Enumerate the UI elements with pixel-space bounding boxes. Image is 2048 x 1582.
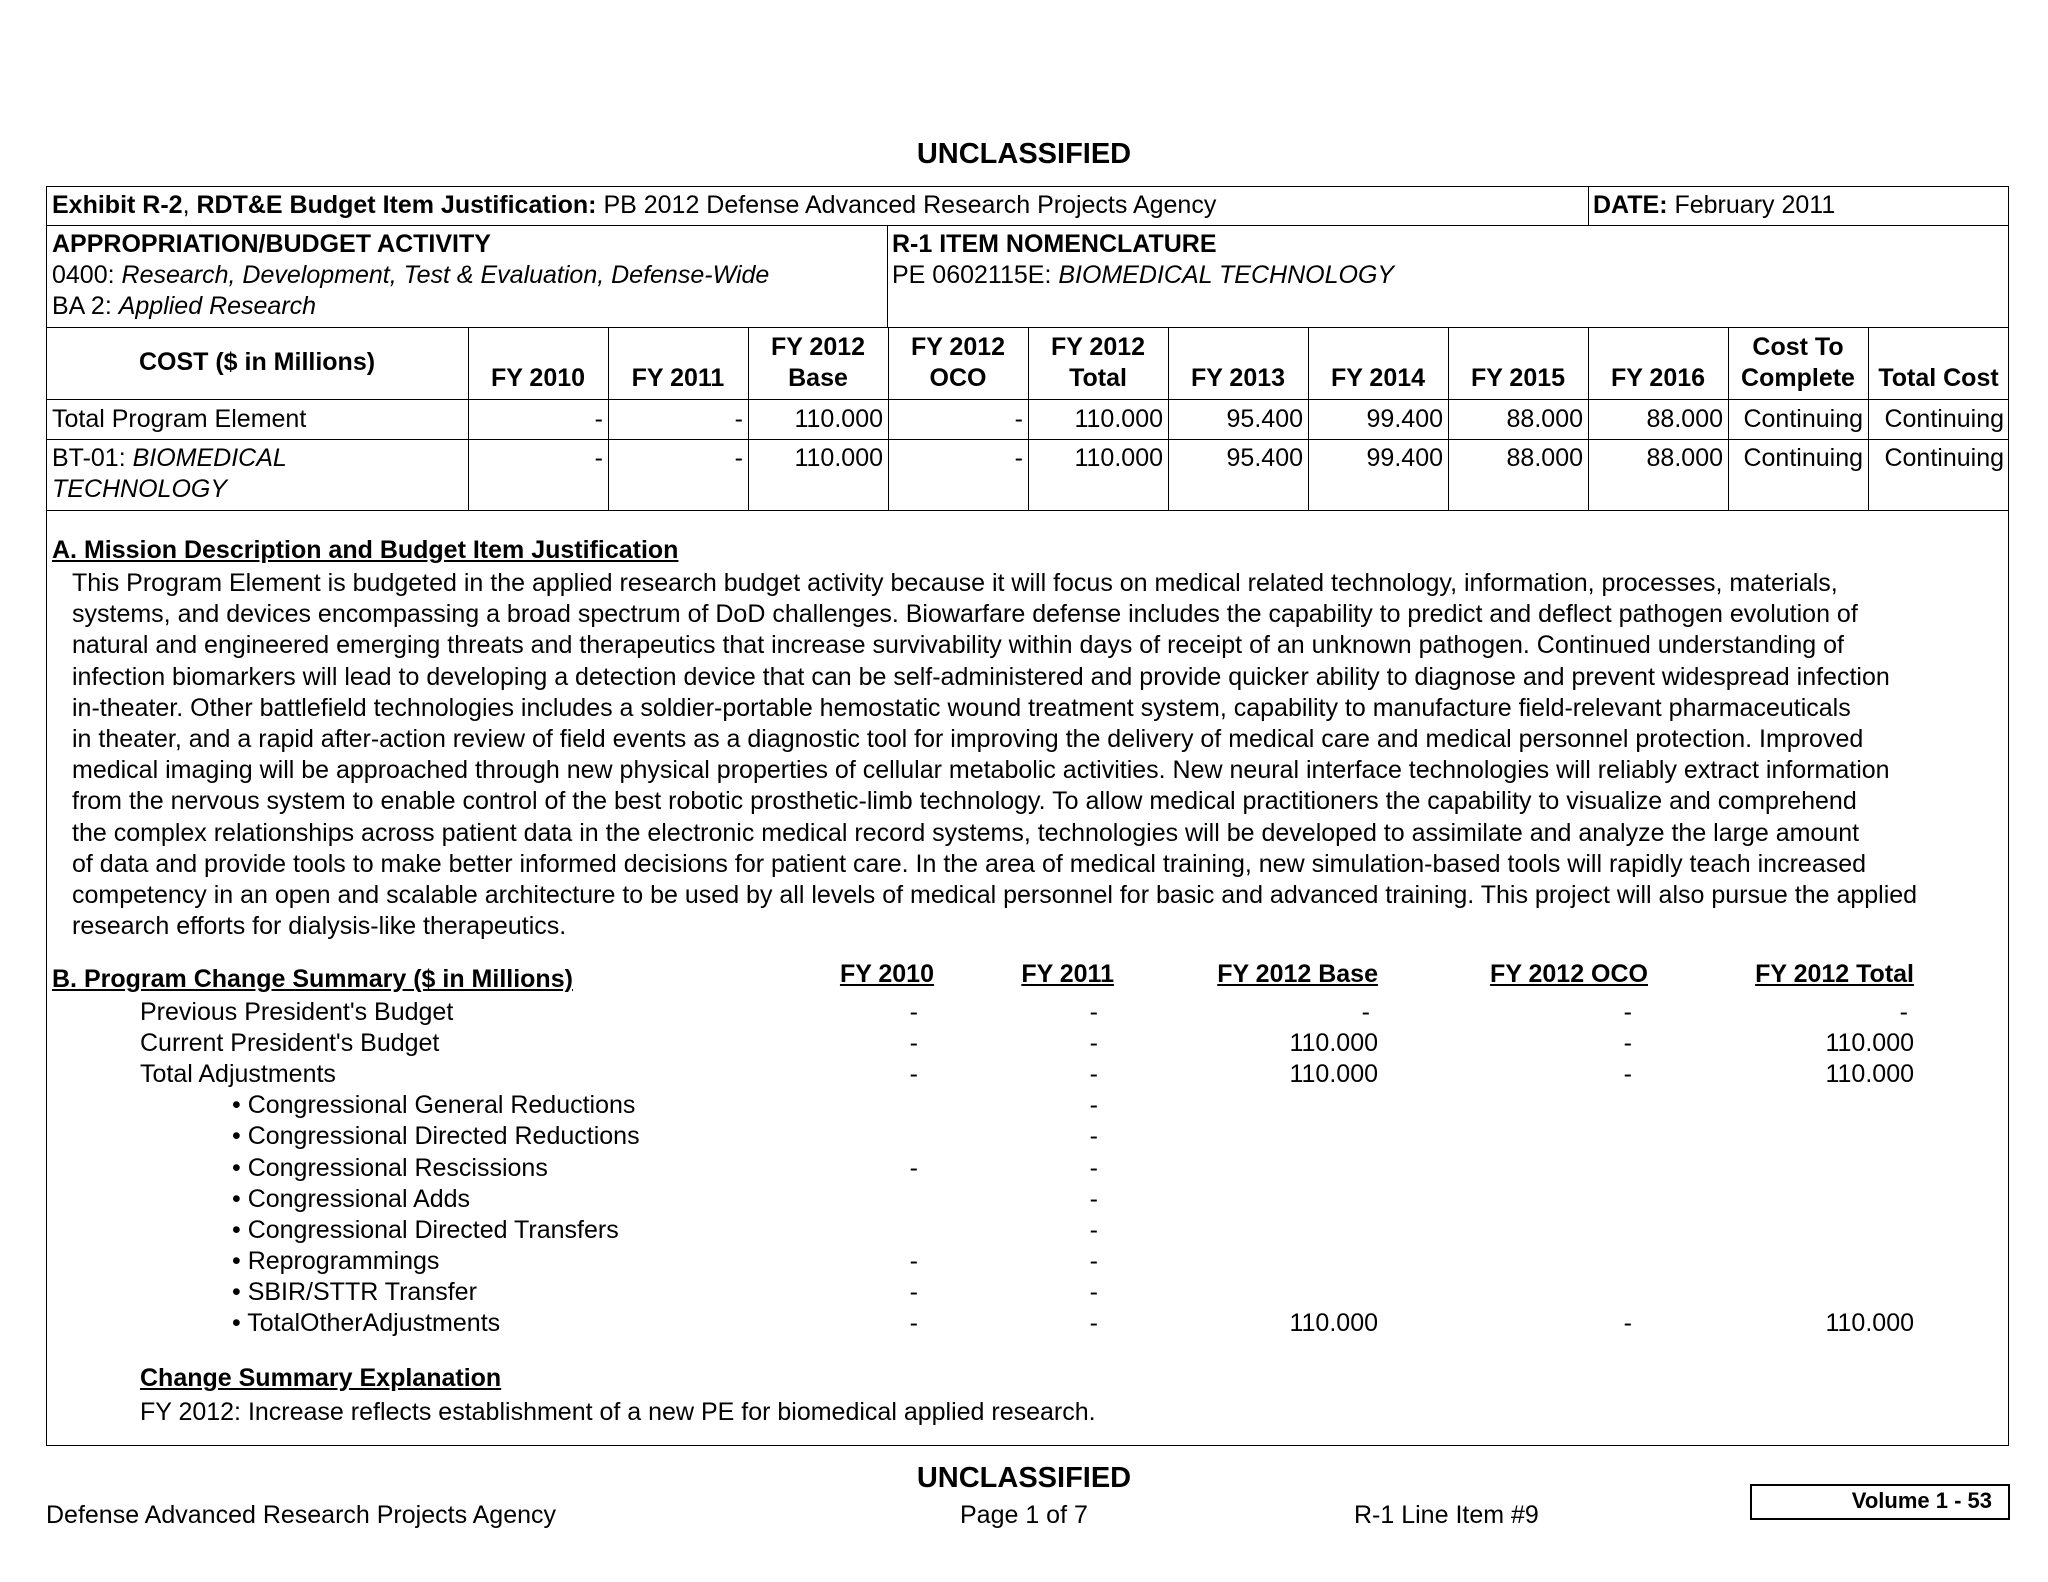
ba-code: BA 2: [52, 292, 119, 320]
cost-column-header: FY 2012 [1050, 333, 1146, 361]
summary-row-label: • Congressional Directed Reductions [232, 1122, 640, 1151]
cost-column-header: Cost To [1752, 333, 1844, 361]
summary-cell: - [1089, 1246, 1098, 1275]
exhibit-label: Exhibit R-2 [52, 191, 183, 219]
row-label-bt01-cont: TECHNOLOGY [52, 475, 228, 503]
cost-cell: 110.000 [1074, 405, 1163, 433]
divider [887, 225, 888, 327]
date-label: DATE: [1593, 191, 1668, 219]
summary-cell: - [1623, 1309, 1632, 1337]
summary-cell: - [1089, 1091, 1098, 1120]
cost-cell: - [734, 444, 743, 472]
paragraph-line: systems, and devices encompassing a broad spectrum of DoD challenges. Biowarfare defense includes the capability to predict and deflect pathogen evolution of [72, 600, 1858, 629]
volume-box: Volume 1 - 53 [1750, 1484, 2010, 1520]
summary-row-label: Previous President's Budget [140, 998, 454, 1026]
summary-cell: - [1089, 1277, 1098, 1306]
summary-cell: - [1623, 998, 1632, 1026]
footer-line-item: R-1 Line Item #9 [1354, 1501, 1539, 1529]
paragraph-line: of data and provide tools to make better informed decisions for patient care. In the area of medical training, new simulation-based tools will rapidly teach increased [72, 849, 1867, 878]
date-field [1593, 190, 1835, 221]
paragraph-line: medical imaging will be approached through new physical properties of cellular metabolic activities. New neural interface technologies will reliably extract information [72, 756, 1890, 785]
paragraph-line: the complex relationships across patient data in the electronic medical record systems, technologies will be developed to assimilate and analyze the large amount [72, 818, 1860, 847]
summary-row-label: • Congressional Rescissions [232, 1153, 548, 1182]
section-a-title: A. Mission Description and Budget Item Justification [52, 536, 679, 564]
cost-column-header: FY 2012 [910, 333, 1006, 361]
summary-cell: 110.000 [1825, 1060, 1914, 1089]
paragraph-line: research efforts for dialysis-like therapeutics. [72, 912, 567, 941]
date-value: February 2011 [1667, 191, 1836, 219]
pe-code: PE 0602115E: [892, 261, 1059, 289]
summary-cell: - [1089, 1122, 1098, 1151]
summary-cell: - [1899, 998, 1908, 1026]
summary-cell: - [909, 1309, 918, 1337]
cost-column-header: FY 2014 [1330, 364, 1426, 392]
cost-header: COST ($ in Millions) [138, 348, 376, 376]
cost-cell: 110.000 [794, 444, 883, 472]
summary-cell: - [1623, 1029, 1632, 1058]
cost-cell: Continuing [1743, 444, 1863, 472]
summary-column-header: FY 2012 Base [1217, 960, 1378, 988]
paragraph-line: infection biomarkers will lead to developing a detection device that can be self-administered and provide quicker ability to diagnose and prevent widespread infection [72, 662, 1890, 691]
summary-cell: - [1089, 1029, 1098, 1058]
cost-cell: - [1014, 444, 1023, 472]
cost-cell: 110.000 [794, 405, 883, 433]
summary-cell: - [909, 1060, 918, 1089]
cost-cell: 95.400 [1226, 405, 1303, 433]
summary-cell: - [1089, 998, 1098, 1026]
cost-cell: 88.000 [1646, 405, 1723, 433]
cost-cell: Continuing [1743, 405, 1863, 433]
exhibit-sep: , [182, 191, 197, 219]
change-summary-title: Change Summary Explanation [140, 1364, 502, 1392]
appropriation-name: Research, Development, Test & Evaluation, Defense-Wide [121, 261, 770, 289]
summary-cell: - [1089, 1153, 1098, 1182]
paragraph-line: natural and engineered emerging threats and therapeutics that increase survivability within days of receipt of an unknown pathogen. Continued understanding of [72, 631, 1844, 660]
row-label-bt01 [52, 443, 287, 474]
summary-cell: 110.000 [1289, 1029, 1378, 1058]
exhibit-header [52, 190, 1216, 221]
ba-name: Applied Research [118, 292, 317, 320]
cost-cell: Continuing [1884, 444, 2004, 472]
pe-name: BIOMEDICAL TECHNOLOGY [1058, 261, 1395, 289]
exhibit-agency: PB 2012 Defense Advanced Research Projects Agency [596, 191, 1217, 219]
classification-top: UNCLASSIFIED [916, 138, 1132, 170]
change-summary-text: FY 2012: Increase reflects establishment of a new PE for biomedical applied research. [140, 1398, 1096, 1426]
bt01-code: BT-01: [52, 444, 133, 472]
summary-column-header: FY 2012 OCO [1490, 960, 1648, 988]
summary-row-label: Current President's Budget [140, 1029, 440, 1058]
appropriation-label: APPROPRIATION/BUDGET ACTIVITY [52, 230, 491, 258]
paragraph-line: competency in an open and scalable architecture to be used by all levels of medical personnel for basic and advanced training. This project will also pursue the applied [72, 881, 1918, 910]
cost-column-header: Base [788, 364, 848, 392]
summary-cell: 110.000 [1825, 1029, 1914, 1058]
appropriation-code: 0400: [52, 261, 122, 289]
summary-row-label: • Congressional Adds [232, 1184, 471, 1213]
cost-cell: 95.400 [1226, 444, 1303, 472]
cost-column-header: FY 2011 [631, 364, 725, 392]
cost-cell: 88.000 [1646, 444, 1723, 472]
footer-agency: Defense Advanced Research Projects Agency [46, 1501, 557, 1529]
summary-cell: - [1361, 998, 1370, 1026]
summary-cell: 110.000 [1289, 1309, 1378, 1337]
cost-column-header: FY 2012 [770, 333, 866, 361]
summary-cell: - [909, 1277, 918, 1306]
section-b-title: B. Program Change Summary ($ in Millions) [52, 965, 573, 993]
cost-column-header: FY 2015 [1470, 364, 1566, 392]
summary-cell: - [1089, 1309, 1098, 1337]
cost-cell: 99.400 [1366, 405, 1443, 433]
cost-cell: - [594, 444, 603, 472]
cost-cell: Continuing [1884, 405, 2004, 433]
section-a-body [72, 568, 2007, 942]
summary-row-label: Total Adjustments [140, 1060, 336, 1089]
summary-cell: - [909, 1153, 918, 1182]
bt01-name: BIOMEDICAL [132, 444, 287, 472]
cost-column-header: OCO [929, 364, 987, 392]
summary-row-label: • Reprogrammings [232, 1246, 440, 1275]
cost-column-header: FY 2016 [1610, 364, 1706, 392]
summary-row-label: • SBIR/STTR Transfer [232, 1277, 477, 1306]
summary-cell: - [909, 998, 918, 1026]
summary-cell: - [1089, 1215, 1098, 1244]
exhibit-title: RDT&E Budget Item Justification: [196, 191, 597, 219]
summary-column-header: FY 2011 [1021, 960, 1114, 988]
budget-activity [52, 291, 316, 322]
summary-cell: - [1623, 1060, 1632, 1089]
cost-cell: 88.000 [1506, 405, 1583, 433]
summary-column-header: FY 2010 [839, 960, 934, 988]
paragraph-line: This Program Element is budgeted in the applied research budget activity because it will focus on medical related technology, information, processes, materials, [72, 569, 1838, 597]
cost-cell: 110.000 [1074, 444, 1163, 472]
summary-cell: - [909, 1246, 918, 1275]
cost-cell: - [734, 405, 743, 433]
cost-cell: - [594, 405, 603, 433]
classification-bottom: UNCLASSIFIED [916, 1462, 1132, 1494]
r1-nomenclature-value [892, 260, 1394, 291]
summary-cell: 110.000 [1825, 1309, 1914, 1337]
row-label-total-pe: Total Program Element [52, 405, 307, 433]
cost-column-header: FY 2010 [490, 364, 586, 392]
summary-cell: - [909, 1029, 918, 1058]
cost-column-header: FY 2013 [1190, 364, 1286, 392]
paragraph-line: in-theater. Other battlefield technologies includes a soldier-portable hemostatic wound treatment system, capability to manufacture field-relevant pharmaceuticals [72, 693, 1851, 722]
appropriation-value [52, 260, 769, 291]
cost-cell: 99.400 [1366, 444, 1443, 472]
cost-column-header: Total [1069, 364, 1127, 392]
summary-cell: - [1089, 1060, 1098, 1089]
summary-cell: - [1089, 1184, 1098, 1213]
r1-nomenclature-label: R-1 ITEM NOMENCLATURE [892, 230, 1217, 258]
summary-column-header: FY 2012 Total [1755, 960, 1914, 988]
cost-cell: - [1014, 405, 1023, 433]
divider [46, 225, 2009, 226]
divider [1588, 186, 1589, 226]
paragraph-line: from the nervous system to enable control of the best robotic prosthetic-limb technology. To allow medical practitioners the capability to visualize and comprehend [72, 787, 1857, 816]
paragraph-line: in theater, and a rapid after-action review of field events as a diagnostic tool for improving the delivery of medical care and medical personnel protection. Improved [72, 725, 1864, 754]
cost-column-header: Complete [1741, 364, 1855, 392]
summary-row-label: • Congressional General Reductions [232, 1091, 636, 1120]
summary-row-label: • Congressional Directed Transfers [232, 1215, 619, 1244]
summary-row-label: • TotalOtherAdjustments [232, 1309, 501, 1337]
footer-page: Page 1 of 7 [960, 1501, 1088, 1529]
cost-cell: 88.000 [1506, 444, 1583, 472]
summary-cell: 110.000 [1289, 1060, 1378, 1089]
cost-column-header: Total Cost [1878, 364, 1999, 392]
